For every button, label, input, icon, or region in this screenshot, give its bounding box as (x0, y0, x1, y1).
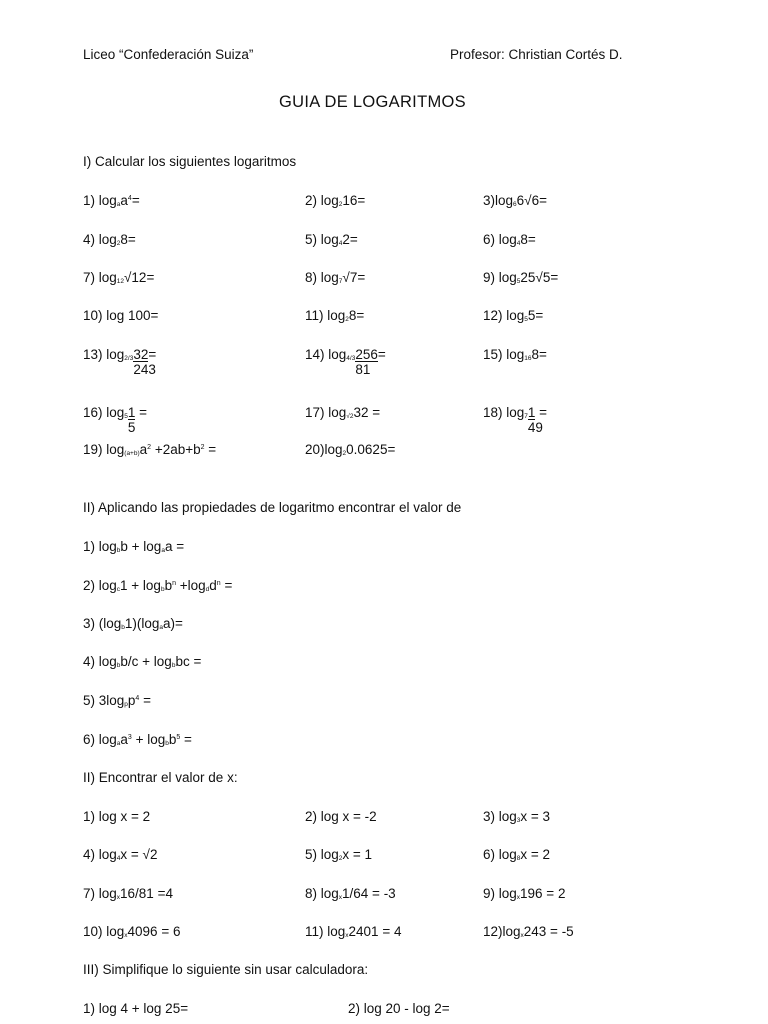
log-base: 5 (524, 316, 528, 323)
log-text: log 100= (106, 308, 159, 323)
section-4-heading: III) Simplifique lo siguiente sin usar calculadora: (83, 962, 369, 977)
exercise-number: 9) (483, 270, 499, 285)
log-argument: 6√6= (516, 193, 547, 208)
log-text: log (320, 232, 339, 247)
log-text: log (506, 308, 525, 323)
fraction-denominator: 5 (127, 420, 136, 435)
exercise-1-14 (305, 347, 386, 377)
log-base: 2 (338, 201, 343, 208)
fraction (527, 405, 543, 435)
log-base: 2 (116, 240, 121, 247)
exercise-2-3: 3) $(\log_b1)(\log_aa)=$ (83, 616, 183, 631)
log-argument: a (120, 193, 128, 208)
exercise-number: 6) (483, 232, 499, 247)
exponent: 2 (147, 444, 152, 451)
log-text: log (320, 270, 339, 285)
equals-sign: = (148, 347, 157, 362)
exercise-2-4: 4) $\log_bb/c + \log_bbc$ = (83, 654, 202, 669)
exercise-number: 7) (83, 270, 99, 285)
exercise-1-1 (83, 193, 140, 208)
log-text: log (506, 405, 525, 420)
page-title: GUIA DE LOGARITMOS (279, 93, 466, 111)
exercise-3-8: 8) $\log_x1/64 = -3$ (305, 886, 396, 901)
log-text: log (98, 232, 117, 247)
equals-sign: = (135, 405, 148, 420)
section-3-heading: II) Encontrar el valor de x: (83, 770, 238, 785)
teacher-name: Profesor: Christian Cortés D. (450, 47, 623, 62)
exercise-1-9 (483, 270, 558, 285)
log-text: log (495, 193, 514, 208)
exercise-1-11 (305, 308, 364, 323)
log-base: 16 (524, 355, 532, 362)
exercise-number: 11) (305, 308, 328, 323)
exercise-2-6: 6) $\log_aa^3 + \log_bb^5$ = (83, 732, 192, 747)
exercise-1-13 (83, 347, 157, 377)
exercise-3-3: 3) $\log_3x = 3$ (483, 809, 551, 824)
log-text: log (98, 270, 117, 285)
exercise-1-6 (483, 232, 536, 247)
log-base: a (116, 201, 121, 208)
log-base: 7 (338, 278, 343, 285)
exercise-1-16 (83, 405, 148, 435)
log-base: 12 (116, 278, 125, 285)
expression-text: = (204, 442, 217, 457)
log-base: 4/3 (346, 355, 356, 362)
exercise-3-4: 4) $\log_4x = √2$ (83, 847, 158, 862)
equals-sign: = (535, 405, 548, 420)
log-base: 5 (516, 278, 521, 285)
exercise-1-18 (483, 405, 548, 435)
log-text: log (324, 442, 343, 457)
fraction-numerator: 1 (527, 405, 536, 420)
log-base: 4 (516, 240, 521, 247)
expression-text: = (131, 193, 140, 208)
log-argument: 8= (120, 232, 136, 247)
exercise-1-4 (83, 232, 136, 247)
exercise-number: 1) (83, 193, 99, 208)
log-text: log (106, 442, 125, 457)
log-text: log (328, 405, 347, 420)
exercise-3-7: 7) $\log_x16/81 =4$ (83, 886, 173, 901)
exercise-3-12: $12)\log_x243 = -5$ (483, 924, 574, 939)
exercise-2-1: 1) $\log_bb + \log_aa$ = (83, 539, 185, 554)
exercise-1-17 (305, 405, 380, 420)
exercise-number: 18) (483, 405, 507, 420)
log-argument: √12= (124, 270, 155, 285)
exercise-number: 4) (83, 232, 99, 247)
fraction-denominator: 243 (133, 362, 156, 377)
fraction (133, 347, 156, 377)
exercise-number: 2) (305, 193, 321, 208)
exercise-1-8 (305, 270, 365, 285)
fraction-numerator: 256 (355, 347, 378, 362)
fraction-numerator: 32 (133, 347, 149, 362)
exercise-number: 5) (305, 232, 321, 247)
school-name: Liceo “Confederación Suiza” (83, 47, 254, 62)
section-2-heading: II) Aplicando las propiedades de logaritmo encontrar el valor de (83, 500, 462, 515)
log-base: 2/3 (124, 355, 134, 362)
exercise-number: 15) (483, 347, 507, 362)
exercise-3-6: 6) $\log_8x = 2$ (483, 847, 551, 862)
exercise-1-19 (83, 442, 216, 457)
fraction-denominator: 81 (355, 362, 371, 377)
exercise-1-12 (483, 308, 543, 323)
exercise-3-10: 10) $\log_x4096 = 6$ (83, 924, 181, 939)
log-text: log (98, 193, 117, 208)
fraction (355, 347, 378, 377)
exercise-number: 19) (83, 442, 107, 457)
log-argument: 8= (520, 232, 536, 247)
log-text: log (327, 308, 346, 323)
exercise-1-20 (305, 442, 395, 457)
log-text: log (498, 232, 517, 247)
exercise-3-11: 11) $\log_x2401 = 4$ (305, 924, 402, 939)
exercise-number: 16) (83, 405, 107, 420)
exercise-1-15 (483, 347, 547, 362)
log-text: log (328, 347, 347, 362)
log-base: 7 (524, 413, 528, 420)
log-text: log (320, 193, 339, 208)
log-argument: a (139, 442, 148, 457)
exercise-number: 12) (483, 308, 507, 323)
log-base: 4 (338, 240, 343, 247)
fraction (127, 405, 136, 435)
log-argument: 25√5= (520, 270, 559, 285)
log-base: 2 (342, 450, 347, 457)
exercise-4-2: 2) log 20 - log 2= (348, 1001, 450, 1016)
fraction-numerator: 1 (127, 405, 136, 420)
log-argument: 5= (527, 308, 544, 323)
log-text: log (106, 347, 125, 362)
log-argument: 16= (342, 193, 366, 208)
log-base: 6 (513, 201, 517, 208)
exercise-3-1: 1) log x = 2 (83, 809, 151, 824)
exercise-number: 10) (83, 308, 107, 323)
log-argument: 32 = (353, 405, 381, 420)
log-text: log (106, 405, 125, 420)
log-base: √2 (346, 413, 354, 420)
log-argument: 2= (342, 232, 358, 247)
exercise-number: 20) (305, 442, 325, 457)
exercise-number: 14) (305, 347, 329, 362)
exercise-number: 17) (305, 405, 329, 420)
exercise-number: 13) (83, 347, 107, 362)
exercise-1-2 (305, 193, 365, 208)
exercise-3-9: 9) $\log_x196 = 2$ (483, 886, 566, 901)
log-text: log (506, 347, 525, 362)
exercise-number: 8) (305, 270, 321, 285)
log-base: (a+b) (124, 450, 140, 457)
exercise-1-5 (305, 232, 358, 247)
fraction-denominator: 49 (527, 420, 543, 435)
exercise-number: 3) (483, 193, 496, 208)
log-argument: 8= (531, 347, 547, 362)
exercise-1-3 (483, 193, 547, 208)
exercise-4-1: 1) log 4 + log 25= (83, 1001, 189, 1016)
log-argument: 0.0625= (346, 442, 396, 457)
log-base: 2 (345, 316, 349, 323)
log-text: log (498, 270, 517, 285)
equals-sign: = (377, 347, 386, 362)
expression-text: +2ab+b (151, 442, 201, 457)
exercise-2-2: 2) $\log_c1 + \log_bb^n +\log_dd^n$ = (83, 578, 233, 593)
log-argument: 8= (348, 308, 365, 323)
log-base: 5 (124, 413, 128, 420)
exercise-2-5: 5) $3\log_pp^4$ = (83, 693, 151, 708)
exponent: 4 (127, 195, 132, 202)
exercise-1-10 (83, 308, 158, 323)
exercise-3-5: 5) $\log_2x = 1$ (305, 847, 373, 862)
exercise-1-7 (83, 270, 154, 285)
exponent: 2 (200, 444, 205, 451)
log-argument: √7= (342, 270, 366, 285)
exercise-3-2: 2) log x = -2 (305, 809, 377, 824)
section-1-heading: I) Calcular los siguientes logaritmos (83, 154, 297, 169)
